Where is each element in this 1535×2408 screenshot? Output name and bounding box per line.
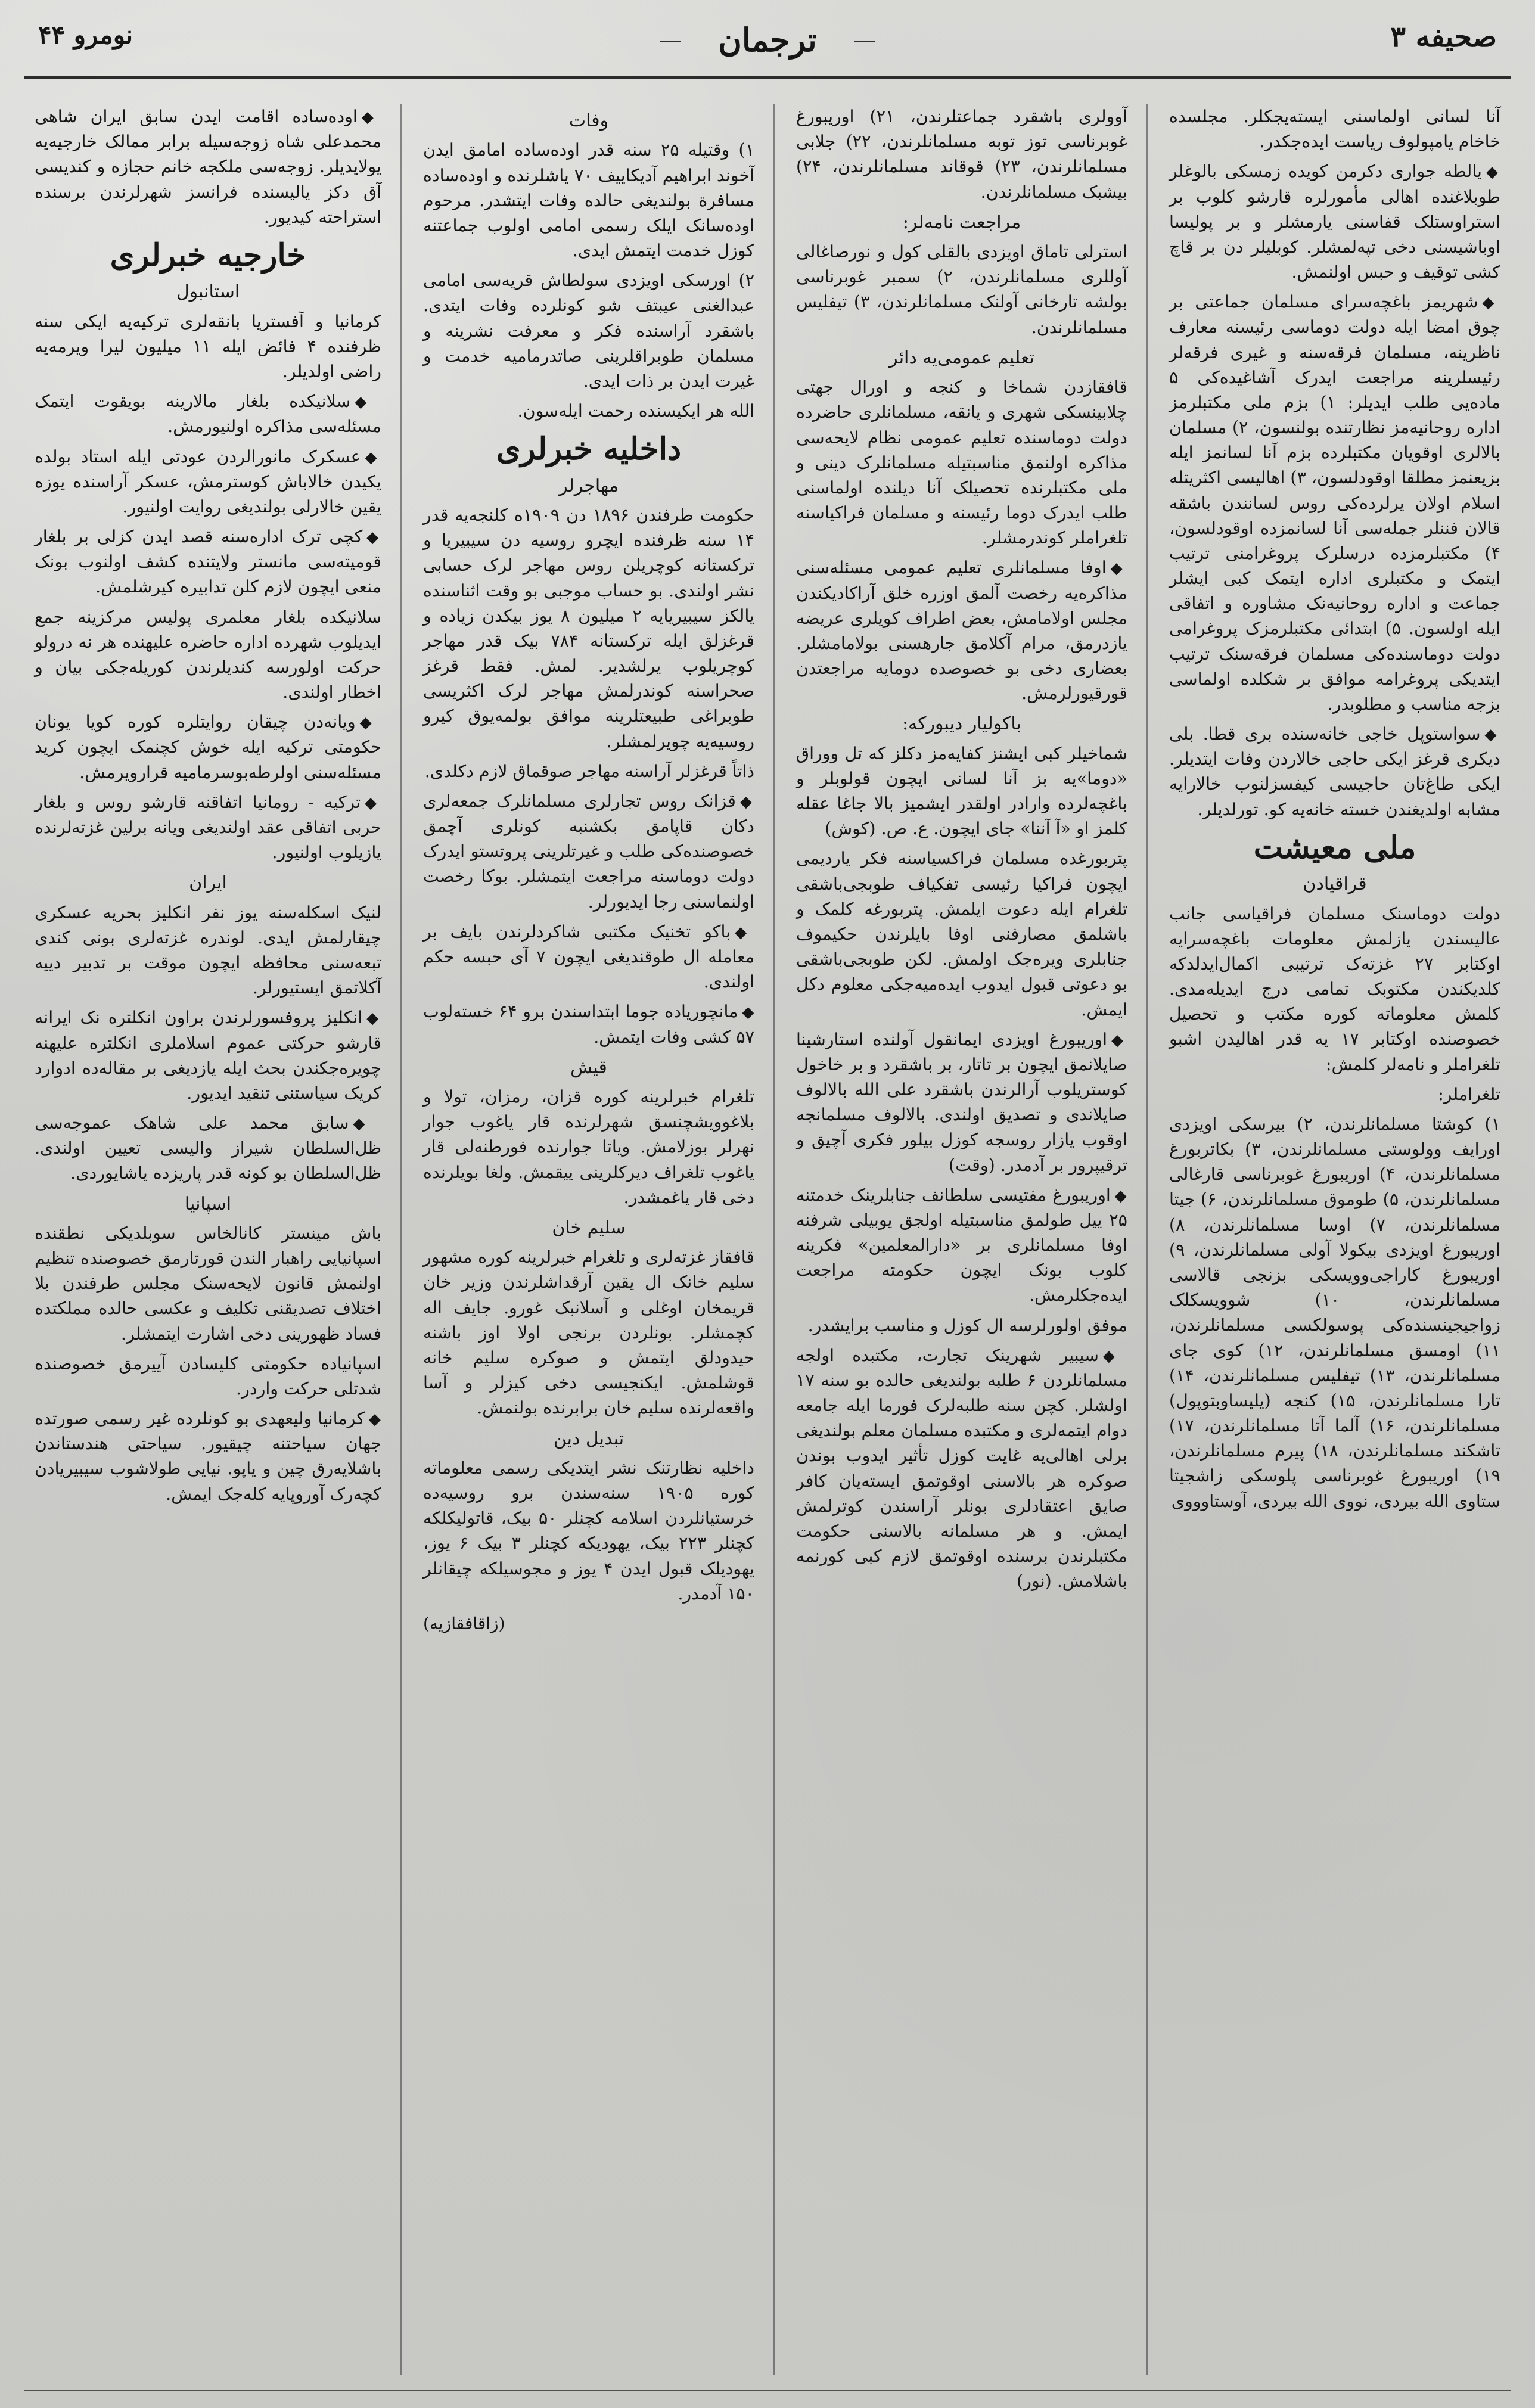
paragraph: ۱) کوشتا مسلمانلرندن، ۲) بیرسکی اویزدی اورایف وولوستی مسلمانلرندن، ۳) بکاتربورغ مسلمانلرندن، ۴) اوریبورغ غوبرناسی قارغالی مسلمانلرندن، ۵) طوموق مسلمانلرندن، ۶) جیتا مسلمانلرندن، ۷) اوسا مسلمانلرندن، ۸) اوریبورغ اویزدی بیکولا آولی مسلمانلرندن، ۹) اوریبورغ کاراجی‌وویسکی بزنجی قالاسی مسلمانلرندن، ۱۰) شوویسکلک زواجیجینسنده‌کی پوسولکسی مسلمانلرندن، ۱۱) اومسق مسلمانلرندن، ۱۲) کوی جای مسلمانلرندن، ۱۳) تیفلیس مسلمانلرندن، ۱۴) تارا مسلمانلرندن، ۱۵) کنجه (یلیساوبتوپول) مسلمانلرندن، ۱۶) آلما آتا مسلمانلرندن، ۱۷) تاشکند مسلمانلرندن، ۱۸) پیرم مسلمانلرندن، ۱۹) اوریبورغ غوبرناسی پلوسکی زاشجیتا ستاوی الله بیردی، نووی الله بیردی، آوستاوووی: [1169, 1114, 1501, 1511]
paragraph: دولت دوماسنک مسلمان فراقیاسی جانب عالیسندن یازلمش معلومات باغچه‌سرایه اوکتابر ۲۷ غزته‌ک ترتیبی اکمال‌ایدلدکه کلدیکندن مکتوبک تمامی درج ایدیله‌مدی. کلمش معلوماته کوره مکتب و تحصیل خصوصنده اوکتابر ۱۷ یه قدر اهالیدن اشبو تلغراملر و نامه‌لر کلمش:: [1169, 903, 1501, 1074]
paragraph-text: باکو تخنیک مکتبی شاکردلرندن بایف بر معامله ال طوقندیغی ایچون ۷ آی حبسه حکم اولندی.: [423, 921, 755, 992]
column-2: [785, 104, 1138, 2393]
diamond-icon: ◆: [1484, 726, 1500, 744]
paragraph: حکومت طرفندن ۱۸۹۶ دن ۱۹۰۹ه کلنجه‌یه قدر ۱۴ سنه ظرفنده ایچرو روسیه دن سیبیریا و ترکستانه کوچریلن روس مهاجر لرک حسابی نشر اولندی. بو حساب موجبی بو وقت اثناسنده یالکز سیبیریایه ۲ میلیون ۸ یوز بیکدن زیاده و قرغزلق ایله ترکستانه ۷۸۴ بیک قدر مهاجر کوچریلوب یرلشدیر. لمش. فقط قرغز صحراسنه کوندرلمش مهاجر لرک اکثریسی طوبراغی طبیعتلرینه موافق بولمه‌یوق کیرو روسیه‌یه چویرلمشلر.: [423, 505, 754, 751]
paragraph: ۱) وقتیله ۲۵ سنه قدر اوده‌ساده امامق ایدن آخوند ابراهیم آدیکاییف ۷۰ یاشلرنده و اوده‌ساده مسافرة بولندیغی حالده وفات ایتشدر. مرحوم اوده‌سانک ایلک رسمی امامی اولوب جماعتنه کوزل خدمت ایتمش ایدی.: [423, 140, 754, 261]
news-item: [423, 999, 754, 1049]
diamond-icon: ◆: [365, 448, 381, 467]
column-separator: [773, 104, 775, 2375]
paragraph: آنا لسانی اولماسنی ایسته‌یجکلر. مجلسده خاخام یامپولوف ریاست ایده‌جکدر.: [1169, 107, 1500, 152]
column-separator: [1146, 104, 1148, 2375]
news-item: [423, 919, 754, 995]
paragraph: سلانیکده بلغار معلمری پولیس مرکزینه جمع ایدیلوب شهرده اداره حاضره علیهنده هر نه درولو حرکت اولورسه کندیلرندن کوریله‌جکی بیان و اخطار اولندی.: [35, 607, 381, 703]
newspaper-title: ترجمان: [664, 20, 871, 60]
paragraph: پتربورغده مسلمان فراکسیاسنه فکر یاردیمی ایچون فراکیا رئیسی تفکیاف طوبجی‌باشقی تلغرام ایله دعوت ایلمش. پتربورغه کلمک و باشلمق مصارفنی اوفا بایلرندن حکیموف جنابلری ویره‌جک اولمش. لکن طوبجی‌باشقی بو دعوتی قبول ایدوب ایده‌میه‌جکی معلوم دکل ایمش.: [796, 849, 1127, 1020]
paragraph-text: اوده‌ساده اقامت ایدن سابق ایران شاهی محمدعلی شاه زوجه‌سیله برابر ممالک خارجیه‌یه یولایدیلر. زوجه‌سی ملکجه خانم حجازه و کندیسی آق دکز یالیسنده فرانسز شهرلرندن برسنده استراحته کیدیور.: [35, 107, 381, 227]
section-title: داخلیه خبرلری: [496, 431, 682, 468]
news-item: [35, 1005, 381, 1106]
paragraph-text: شهریمز باغچه‌سرای مسلمان جماعتی بر چوق امضا ایله دولت دوماسی رئیسنه معارف ناظرینه، مسلمان فرقه‌سنه و غیری فرقه‌لر رئیسلرینه مراجعت ایدرک آشاغیده‌کی ۵ ماده‌یی طلب ایدیلر: ۱) بزم ملی مکتبلرمز اداره روحانیه‌مز نظارتنده بولنسون، ۲) مسلمان بالالری اوقویان مکتبلرده بزم آنا لسانمز ایله بزیعنمز مطلقا اوقودلسون، ۳) اهالیسی اکثریتله اسلام اولان یرلرده‌کی روس لسانندن باشقه قالان فننلر جمله‌سی آنا لسانمزده اوقودلسون، ۴) مکتبلرمزده درسلرک پروغرامنی ترتیب ایتمک و مکتبلری اداره ایتمک کبی ایشلر جماعت و اداره روحانیه‌نک مشاوره و اتفاقی ایله اولسون. ۵) ابتدائی مکتبلرمزک پروغرامی دولت دوماسنده‌کی مسلمان فرقه‌سنک ترتیب ایتدیکی پروغرامه موافق بر شکلده اولماسی بزجه مناسب و مطلوبدر.: [1169, 292, 1500, 714]
paragraph-text: اوفا مسلمانلری تعلیم عمومی مسئله‌سنی مذاکره‌یه رخصت آلمق اوزره خلق آراکادیکندن مجلس اولامامش، بعض اطراف کویلری عریضه یازدرمق، مرام آکلامق جارهسنی بولامامشلر. بعضاری دخی بو خصوصده دومایه مراجعتدن قورقیورلرمش.: [796, 558, 1127, 704]
subheading: وفات: [568, 110, 609, 131]
section-title: خارجیه خبرلری: [110, 237, 306, 274]
column-1: [1158, 104, 1511, 2393]
news-item: [35, 445, 381, 520]
news-item: [796, 555, 1127, 706]
paragraph-text: سابق محمد علی شاهک عموجه‌سی ظل‌السلطان شیراز والیسی تعیین اولندی. ظل‌السلطان بو کونه قدر پاریزده یاشایوردی.: [35, 1113, 381, 1183]
section-title: ملی معیشت: [1253, 829, 1416, 866]
page-number: صحیفه ۳: [1390, 20, 1497, 54]
news-item: [423, 789, 754, 915]
paragraph: استرلی تاماق اویزدی بالقلی کول و نورصاغالی آوللری مسلمانلرندن، ۲) سمبر غوبرناسی بولشه تارخانی آولنک مسلمانلرندن، ۳) تیفلیس مسلمانلرندن.: [796, 242, 1127, 337]
diamond-icon: ◆: [355, 393, 381, 412]
paragraph: داخلیه نظارتنک نشر ایتدیکی رسمی معلوماته کوره ۱۹۰۵ سنه‌سندن برو روسیه‌ده خرستیانلردن اسلامه کچنلر ۵۰ بیک، قاتولیکلکه کچنلر ۲۲۳ بیک، یهودیکه کچنلر ۳ بیک ۶ یوز، یهودیلک قبول ایدن ۴ یوز و مجوسیلکه چیقانلر ۱۵۰ آدمدر.: [423, 1458, 755, 1604]
diamond-icon: ◆: [1482, 294, 1501, 312]
paragraph: موفق اولورلرسه ال کوزل و مناسب برایشدر.: [807, 1315, 1127, 1335]
diamond-icon: ◆: [353, 1115, 381, 1133]
subheading: مراجعت نامه‌لر:: [902, 212, 1021, 233]
paragraph-text: اوریبورغ اویزدی ایمانقول آولنده استارشینا صایلانمق ایچون بر تاتار، بر باشقرد و بر خاخول کوستریلوب آرالرندن باشقرد علی الله بالالوف صایلاندی و تصدیق اولندی. بالالوف مسلمانجه اوقوب یازار روسجه کوزل بیلور فکری آچیق و ترقیپرور بر آدمدر. (وقت): [796, 1029, 1127, 1175]
news-item: [796, 1343, 1127, 1595]
column-separator: [400, 104, 402, 2375]
paragraph-text: مانچوریاده جوما ابتداسندن برو ۶۴ خسته‌لوب ۵۷ کشی وفات ایتمش.: [423, 1002, 754, 1047]
paragraph-text: اوریبورغ مفتیسی سلطانف جنابلرینک خدمتنه ۲۵ ییل طولمق مناسبتیله اولجق یوبیلی شرفنه اوفا مسلمانلری بر «دارالمعلمین» فکرینه کلوب بونک ایچون حکومته مراجعت ایده‌جکلرمش.: [796, 1185, 1127, 1306]
paragraph: ۲) اورسکی اویزدی سولطاش قریه‌سی امامی عبدالغنی عیبتف شو کونلرده وفات ایتدی. باشقرد آراسنده فکر و معرفت نشرینه و مسلمان طوبراقلرینی صاتدرمامیه خدمت و غیرت ایدن بر ذات ایدی.: [423, 271, 754, 391]
masthead: [24, 17, 1511, 87]
news-item: [1169, 159, 1500, 285]
diamond-icon: ◆: [739, 793, 754, 811]
subheading: تعلیم عمومی‌یه دائر: [889, 347, 1034, 368]
diamond-icon: ◆: [368, 1410, 382, 1429]
bottom-rule: [24, 2390, 1511, 2391]
subheading: قراقیادن: [1303, 874, 1367, 895]
news-item: [35, 104, 381, 230]
diamond-icon: ◆: [1102, 1347, 1127, 1365]
subheading: استانبول: [176, 281, 240, 303]
news-item: [35, 790, 381, 866]
diamond-icon: ◆: [1110, 560, 1128, 578]
news-item: [1169, 290, 1500, 717]
diamond-icon: ◆: [361, 108, 381, 126]
news-item: [796, 1027, 1127, 1178]
column-4: [24, 104, 392, 2393]
news-item: [35, 524, 381, 600]
paragraph: تلغراملر:: [1438, 1084, 1500, 1104]
diamond-icon: ◆: [366, 1009, 382, 1028]
subheading: تبدیل دین: [553, 1428, 624, 1449]
paragraph: اسپانیاده حکومتی کلیسادن آییرمق خصوصنده شدتلی حرکت واردر.: [35, 1353, 381, 1399]
diamond-icon: ◆: [1111, 1031, 1127, 1049]
diamond-icon: ◆: [735, 923, 755, 942]
paragraph: تلغرام خبرلرینه کوره قزان، رمزان، تولا و بلاغوویشچنسق شهرلرنده قار یاغوب جوار نهرلر بوزلامش. ویاتا جوارنده فورطنه‌لی قار یاغوب تلغراف دیرکلرینی ییقمش. ولغا بویلرنده دخی قار یاغمشدر.: [423, 1087, 754, 1207]
news-item: [35, 710, 381, 785]
paragraph-text: سلانیکده بلغار مالارینه بویقوت ایتمک مسئله‌سی مذاکره اولنیورمش.: [35, 392, 381, 437]
paragraph: قافقاز غزته‌لری و تلغرام خبرلرینه کوره مشهور سلیم خانک ال یقین آرقداشلرندن وزیر خان قریمخان اوغلی و آسلانبک غورو. جایف اله کچمشلر. بونلردن برنجی اولا اوز باشنه حیدودلق ایتمش و صوکره سلیم خانه قوشلمش. ایکنجیسی دخی کیزلر و آسا واقعه‌لرنده سلیم خان برابرنده بولنمش.: [423, 1247, 754, 1418]
diamond-icon: ◆: [1486, 163, 1501, 182]
paragraph-text: ویانه‌دن چیقان روایتلره کوره کویا یونان حکومتی ترکیه ایله خوش کچنمک ایچون کرید مسئله‌سنی اولرطه‌بوسرمامیه قرارویرمش.: [35, 712, 381, 782]
paragraph-text: عسکرک مانورالردن عودتی ایله استاد بولده یکیدن خالاباش کوسترمش، عسکر آراسنده یوزه یقین خالارلی بولندیغی روایت اولنیور.: [35, 446, 381, 517]
subheading: ایران: [189, 872, 227, 894]
paragraph-text: سواستوپل خاجی خانه‌سنده بری قطا. بلی دیکری قرغز ایکی حاجی خالاردن وفات ایتدیلر. ایکی طاغ‌تان حاجیسی کیفسزلنوب خالارایه مشابه اولدیغندن خسته خانه‌یه کو. تورلدیلر.: [1169, 724, 1500, 819]
paragraph-text: قزانک روس تجارلری مسلمانلرک جمعه‌لری دکان قاپامق بکشنبه کونلری آچمق خصوصنده‌کی طلب و غیرتلرینی پروتستو ایدرک دولت دوماسنه مراجعت ایتمشلر. بوکا رخصت اولنماسنی رجا ایدیورلر.: [423, 791, 754, 912]
subheading: سلیم خان: [552, 1217, 626, 1238]
diamond-icon: ◆: [1114, 1186, 1128, 1205]
paragraph: کرمانیا و آفستریا بانقه‌لری ترکیه‌یه ایکی سنه ظرفنده ۴ فائض ایله ۱۱ میلیون لیرا ویرمه‌یه راضی اولدیلر.: [35, 311, 381, 381]
paragraph-text: ترکیه - رومانیا اتفاقنه قارشو روس و بلغار حربی اتفاقی عقد اولندیغی ویانه برلین غزته‌لرنده یازیلوب اولنیور.: [35, 792, 381, 863]
news-item: [35, 389, 381, 439]
subheading: مهاجرلر: [559, 475, 619, 496]
paragraph-text: کرمانیا ولیعهدی بو کونلرده غیر رسمی صورتده جهان سیاحتنه چیقیور. سیاحتی هندستاندن باشلایه‌رق چین و یاپو. نیایی طولاشوب سیبیریادن کچه‌رک آوروپایه کله‌جک ایمش.: [35, 1409, 381, 1504]
source-signature: (زاقافقازیه): [423, 1613, 505, 1633]
diamond-icon: ◆: [742, 1003, 755, 1022]
news-item: [35, 1111, 381, 1186]
issue-number: نومرو ۴۴: [38, 20, 133, 49]
column-3: [412, 104, 765, 2393]
paragraph: قافقازدن شماخا و کنجه و اورال جهتی چلابینسکی شهری و یانقه، مسلمانلری حاضرده دولت دوماسنده تعلیم عمومی نظام لایحه‌سی مذاکره اولنمق مناسبتیله مسلمانلرک دینی و ملی مکتبلرنده تحصیلک آنا دیلنده اولماسنی طلب ایدرک دوما رئیسنه و مسلمان فراکیاسنه تلغراملر کوندرمشلر.: [796, 377, 1127, 548]
news-item: [796, 1183, 1127, 1309]
paragraph-text: سیبیر شهرینک تجارت، مکتبده اولجه مسلمانلردن ۶ طلبه بولندیغی حالده بو سنه ۱۷ اولشلر. کچن سنه طلبه‌لرک فورما ایله جامعه دوام ایتمه‌لری و مکتبده مسلمان معلم بولندیغی برلی اهالی‌یه غایت کوزل تأثیر ایدوب بوندن صوکره هر بالاسنی اوقوتمق ایسته‌یان کافر صایق اعتقادلری بونلر آراسندن کوترلمش ایمش. و هر مسلمانه بالاسنی حکومت مکتبلرندن برسنده اوقوتمق لازم کبی کورنمه باشلامش. (نور): [796, 1345, 1127, 1592]
paragraph: ذاتاً قرغزلر آراسنه مهاجر صوقماق لازم دکلدی.: [424, 761, 754, 781]
paragraph: لنیک اسکله‌سنه یوز نفر انکلیز بحریه عسکری چیقارلمش ایدی. لوندره غزته‌لری بونی کندی تبعه‌سنی محافظه ایچون موقت بر تدبیر دییه آکلاتمق ایستیورلر.: [35, 902, 381, 998]
diamond-icon: ◆: [366, 529, 381, 547]
paragraph: الله هر ایکیسنده رحمت ایله‌سون.: [517, 401, 754, 421]
subheading: قیش: [570, 1057, 607, 1078]
subheading: اسپانیا: [184, 1193, 232, 1214]
diamond-icon: ◆: [365, 794, 381, 812]
paragraph: باش مینستر کانالخاس سوبلدیکی نطقنده اسپانیایی راهبار الندن قورتارمق خصوصنده تنظیم اولنمش قانون لایحه‌سنک مجلس طرفندن بلا اختلاف تصدیقنی تکلیف و عکسی حالده مملکتده فساد ظهورینی دخی اشارت ایتمشلر.: [35, 1223, 381, 1344]
paragraph-text: کچی ترک اداره‌سنه قصد ایدن کزلی بر بلغار قومیته‌سی مانستر ولایتنده کشف اولنوب بونک منعی ایچون لازم کلن تدابیره کیرشلمش.: [35, 527, 381, 597]
masthead-rule: [24, 76, 1511, 79]
news-item: [1169, 722, 1500, 822]
news-item: [35, 1406, 381, 1507]
paragraph: شماخیلر کبی ایشنز کفایه‌مز دکلز که تل ووراق «دوما»یه بز آنا لسانی ایچون قولوبلر و باغچه‌لرده وارادر اولقدر ایشمیز بالا جاغا عقله کلمز او «آ آننا» جای ایچون. ع. ص. (کوش): [796, 743, 1127, 839]
subheading: باکولیار دیبورکه:: [902, 713, 1021, 735]
paragraph-text: انکلیز پروفسورلرندن براون انکلتره نک ایرانه قارشو حرکتی عموم اسلاملری انکلتره علیهنه چویره‌جکندن بحث ایله یازدیغی بر مقاله‌ده ادوارد کریک سیاستنی تنقید ایدیور.: [35, 1008, 381, 1103]
diamond-icon: ◆: [359, 714, 381, 732]
paragraph-text: یالطه جواری دکرمن کویده زمسکی بالوغلر طوبلاغنده اهالی مأمورلره قارشو کلوب بر استراوستلک قفاسنی یارمشلر و بر پولیسا اوباشیسنی دخی تپه‌لمشلر. کوبلیلر دن بر قاچ کشی توقیف و حبس اولنمش.: [1169, 161, 1500, 282]
paragraph: آوولری باشقرد جماعتلرندن، ۲۱) اوریبورغ غوبرناسی توز توبه مسلمانلرندن، ۲۲) جلابی مسلمانلرندن، ۲۳) قوقاند مسلمانلرندن، ۲۴) بیشبک مسلمانلرندن.: [796, 107, 1128, 202]
